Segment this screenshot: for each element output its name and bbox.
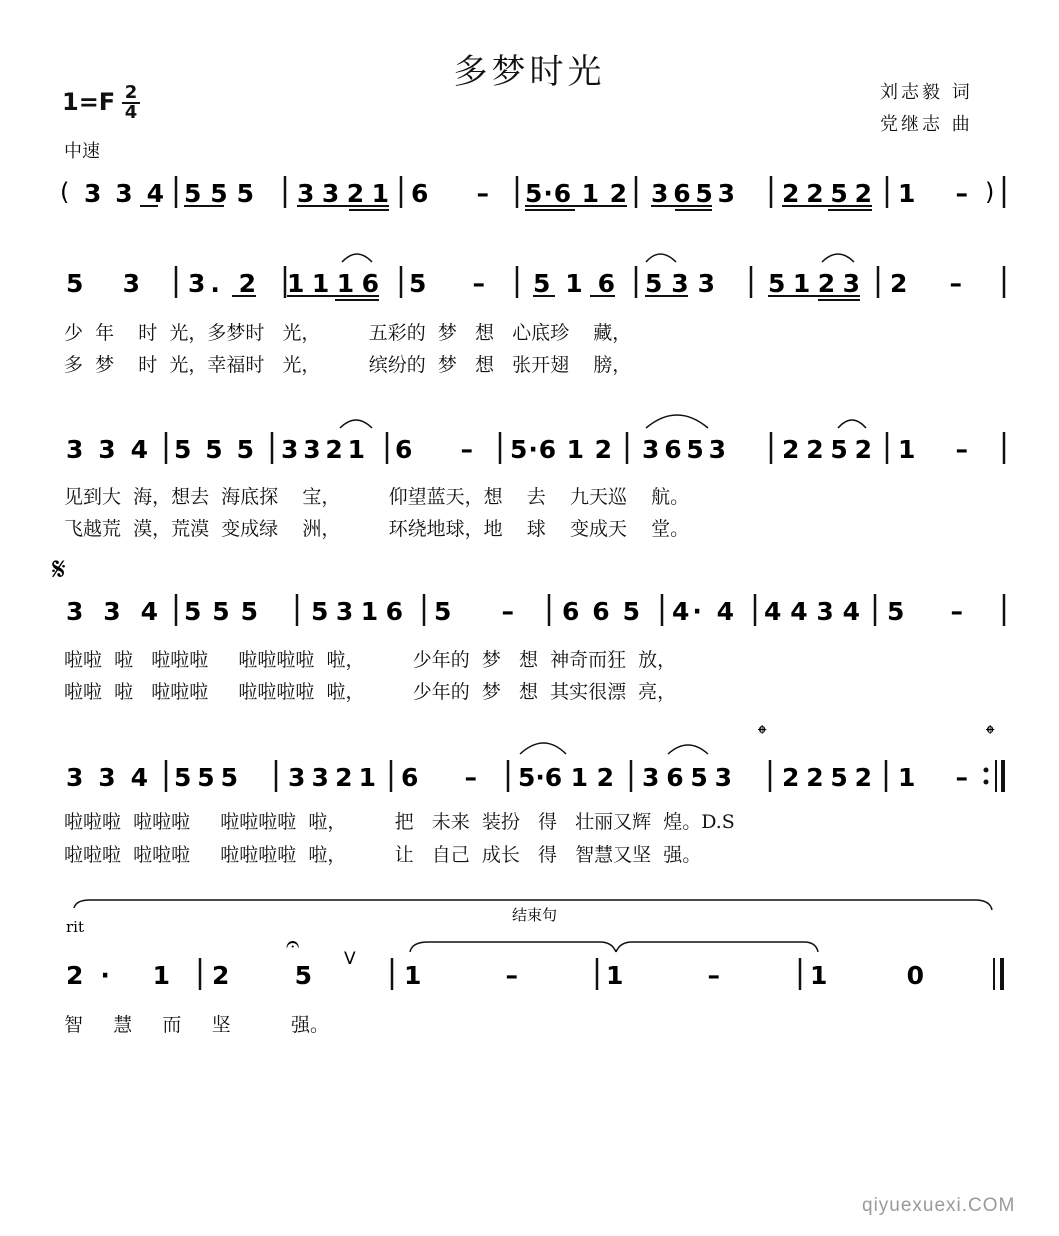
lyric-row5-verse1: 啦啦啦 啦啦啦 啦啦啦啦 啦， 把 未来 装扮 得 壮丽又辉 煌。D.S — [64, 811, 735, 833]
r5-m7: 2 2 5 2 — [782, 763, 872, 792]
lyric-row2-verse2: 多 梦 时 光，幸福时 光， 缤纷的 梦 想 张开翅 膀， — [64, 354, 632, 376]
r6-m3: 1 – — [404, 961, 518, 990]
intro-close-paren: ) — [985, 178, 995, 206]
r3-m1: 3 3 4 — [66, 435, 148, 464]
breath-mark: V — [344, 949, 356, 969]
r2-m6: 5 3 3 — [645, 269, 715, 298]
lyric-row5-verse2: 啦啦啦 啦啦啦 啦啦啦啦 啦， 让 自己 成长 得 智慧又坚 强。 — [64, 844, 702, 866]
lyric-row6: 智 慧 而 坚 强。 — [64, 1014, 329, 1036]
coda-sign-left: 𝄌 — [758, 720, 767, 748]
r1-m3: 3 3 2 1 — [297, 179, 389, 208]
r2-m1: 5 3 — [66, 269, 140, 298]
r2-m8: 2 – — [890, 269, 962, 298]
r4-m2: 5 5 5 — [184, 597, 258, 626]
lyric-row4-verse1: 啦啦 啦 啦啦啦 啦啦啦啦 啦， 少年的 梦 想 神奇而狂 放， — [64, 649, 677, 671]
r4-m3: 5 3 1 6 — [311, 597, 403, 626]
lyric-row3-verse1: 见到大 海，想去 海底探 宝， 仰望蓝天，想 去 九天巡 航。 — [64, 486, 690, 508]
time-sig-bottom: 4 — [122, 102, 140, 122]
r3-m8: 1 – — [898, 435, 968, 464]
r1-m7: 2 2 5 2 — [782, 179, 872, 208]
r4-m7: 4 4 3 4 — [764, 597, 860, 626]
composer-credit: 党继志 曲 — [880, 114, 973, 135]
final-barlines — [984, 760, 1004, 990]
r4-m1: 3 3 4 — [66, 597, 158, 626]
lyric-row2-verse1: 少 年 时 光，多梦时 光， 五彩的 梦 想 心底珍 藏， — [64, 322, 632, 344]
r3-m3: 3 3 2 1 — [281, 435, 365, 464]
r3-m4: 6 – — [395, 435, 473, 464]
key-signature: 1=F — [62, 88, 116, 116]
r5-m1: 3 3 4 — [66, 763, 148, 792]
r1-m5: 5·6 1 2 — [525, 179, 627, 208]
r3-m2: 5 5 5 — [174, 435, 254, 464]
r6-m2: 2 5 — [212, 961, 312, 990]
r1-m6: 3 6 5 3 — [651, 179, 735, 208]
r3-m5: 5·6 1 2 — [510, 435, 612, 464]
r5-m6: 3 6 5 3 — [642, 763, 732, 792]
lyric-row3-verse2: 飞越荒 漠，荒漠 变成绿 洲， 环绕地球，地 球 变成天 堂。 — [64, 518, 690, 540]
r6-m4: 1 – — [606, 961, 720, 990]
barlines — [166, 176, 1004, 990]
r2-m5: 5 1 6 — [533, 269, 615, 298]
r2-m3: 1 1 1 6 — [287, 269, 379, 298]
r4-m6: 4· 4 — [672, 597, 734, 626]
song-title: 多梦时光 — [453, 52, 606, 92]
r5-m5: 5·6 1 2 — [518, 763, 614, 792]
ending-label: 结束句 — [512, 906, 558, 924]
r1-m8: 1 – — [898, 179, 968, 208]
intro-open-paren: ( — [60, 178, 70, 206]
r4-m5: 6 6 5 — [562, 597, 640, 626]
r4-m8: 5 – — [887, 597, 963, 626]
lyric-row4-verse2: 啦啦 啦 啦啦啦 啦啦啦啦 啦， 少年的 梦 想 其实很漂 亮， — [64, 681, 677, 703]
r1-m2: 5 5 5 — [184, 179, 254, 208]
r5-m3: 3 3 2 1 — [288, 763, 376, 792]
r5-m4: 6 – — [401, 763, 477, 792]
r2-m4: 5 – — [409, 269, 485, 298]
r2-m7: 5 1 2 3 — [768, 269, 860, 298]
r3-m6: 3 6 5 3 — [642, 435, 726, 464]
r2-m2: 3. 2 — [188, 269, 256, 298]
site-watermark: qiyuexuexi.COM — [862, 1195, 1016, 1216]
rit-marking: rit — [66, 918, 84, 936]
r5-m8: 1 – — [898, 763, 968, 792]
r1-m1: 3 3 4 — [84, 179, 164, 208]
r1-m4: 6 – — [411, 179, 489, 208]
time-sig-top: 2 — [124, 82, 138, 103]
r6-m1: 2· 1 — [66, 961, 170, 990]
coda-sign-right: 𝄌 — [986, 720, 995, 748]
r5-m2: 5 5 5 — [174, 763, 238, 792]
segno-sign: 𝄋 — [52, 550, 66, 588]
lyricist-credit: 刘志毅 词 — [880, 82, 973, 103]
tempo-marking: 中速 — [64, 141, 100, 162]
r4-m4: 5 – — [434, 597, 514, 626]
r3-m7: 2 2 5 2 — [782, 435, 872, 464]
fermata: 𝄐 — [286, 930, 300, 958]
r6-m5: 1 0 — [810, 961, 924, 990]
